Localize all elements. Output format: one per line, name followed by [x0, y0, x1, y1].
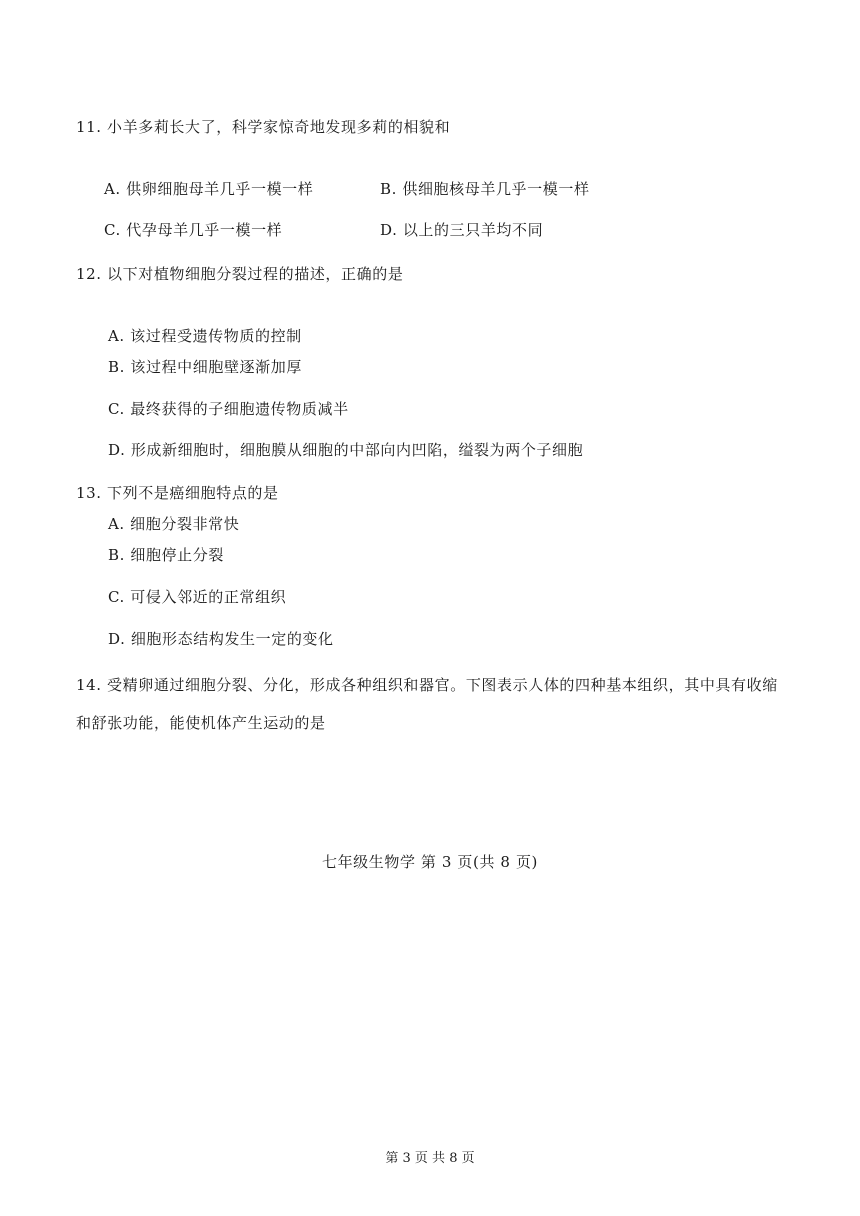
question-13-option-d: D. 细胞形态结构发生一定的变化	[108, 630, 334, 648]
page-number-footer: 第 3 页 共 8 页	[385, 1151, 475, 1166]
section-footer: 七年级生物学 第 3 页(共 8 页)	[321, 853, 539, 871]
question-12-option-c: C. 最终获得的子细胞遗传物质减半	[108, 400, 349, 418]
question-12-option-d: D. 形成新细胞时，细胞膜从细胞的中部向内凹陷，缢裂为两个子细胞	[108, 441, 584, 459]
question-13-stem: 13. 下列不是癌细胞特点的是	[76, 484, 279, 502]
question-11-option-a: A. 供卵细胞母羊几乎一模一样	[104, 180, 314, 198]
question-12-option-b: B. 该过程中细胞壁逐渐加厚	[108, 358, 302, 376]
question-14-stem: 14. 受精卵通过细胞分裂、分化，形成各种组织和器官。下图表示人体的四种基本组织，其中具有收缩和舒张功能，能使机体产生运动的是	[76, 676, 778, 732]
question-11-option-d: D. 以上的三只羊均不同	[380, 221, 544, 239]
question-13-option-b: B. 细胞停止分裂	[108, 546, 224, 564]
question-13-option-a: A. 细胞分裂非常快	[108, 515, 240, 533]
question-12-stem: 12. 以下对植物细胞分裂过程的描述，正确的是	[76, 265, 404, 283]
question-13-option-c: C. 可侵入邻近的正常组织	[108, 588, 287, 606]
question-11-option-b: B. 供细胞核母羊几乎一模一样	[380, 180, 590, 198]
question-12-option-a: A. 该过程受遗传物质的控制	[108, 327, 302, 345]
question-11-option-c: C. 代孕母羊几乎一模一样	[104, 221, 283, 239]
question-11-stem: 11. 小羊多莉长大了，科学家惊奇地发现多莉的相貌和	[76, 118, 451, 136]
